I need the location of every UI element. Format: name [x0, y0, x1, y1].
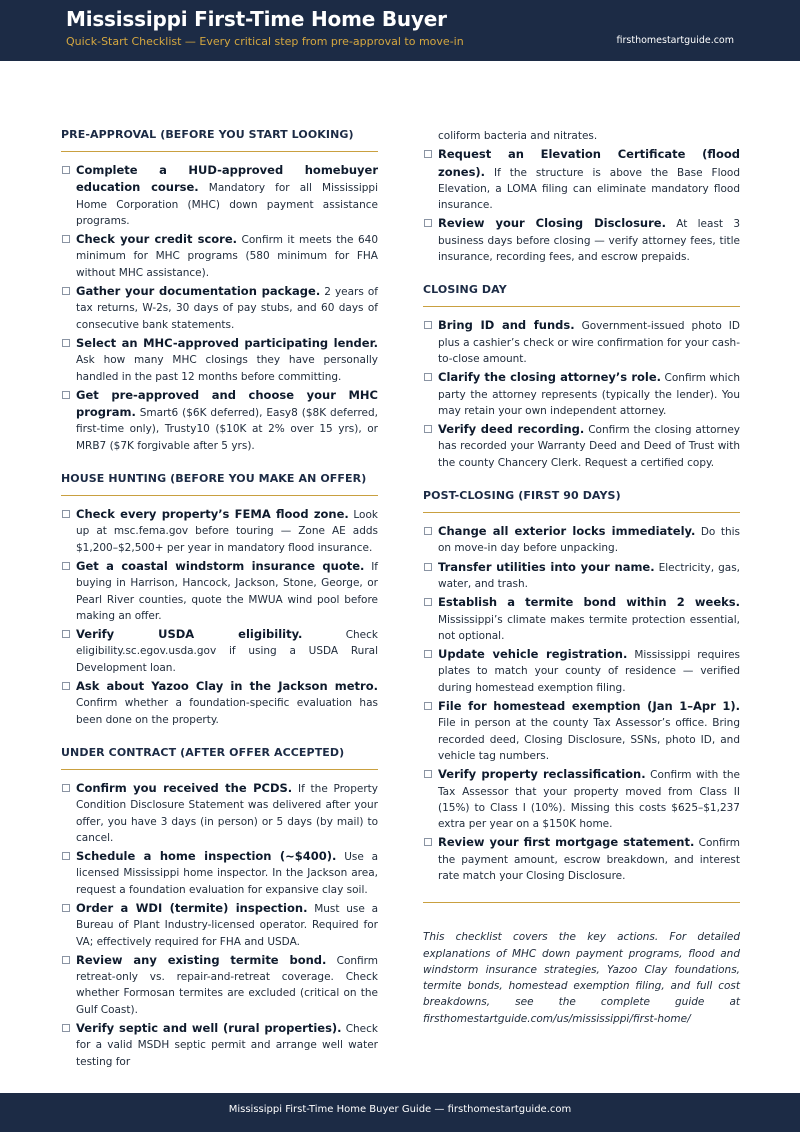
checkbox[interactable] [62, 287, 70, 295]
checklist-item [61, 626, 378, 676]
checkbox[interactable] [62, 1024, 70, 1032]
item-body: 2 years of tax returns, W-2s, 30 days of pay stubs, and 60 days of consecutive bank statements. [76, 286, 378, 331]
item-lead: Complete a HUD-approved homebuyer education course. [76, 163, 378, 195]
checklist-item [423, 698, 740, 764]
item-body: If the Property Condition Disclosure Statement was delivered after your offer, you have 3 days (in person) or 5 days (by mail) to cancel. [76, 782, 378, 844]
item-lead: Review your Closing Disclosure. [438, 216, 666, 231]
item-lead: Establish a termite bond within 2 weeks. [438, 595, 740, 610]
divider-rule [423, 902, 740, 903]
item-lead: Transfer utilities into your name. [438, 559, 655, 574]
checklist-item [423, 146, 740, 213]
item-lead: Bring ID and funds. [438, 318, 575, 333]
checklist-section [61, 128, 378, 454]
item-body: Confirm whether a foundation-specific evaluation has been done on the property. [76, 697, 378, 726]
checklist-item [423, 369, 740, 419]
page-subtitle: Quick-Start Checklist — Every critical step from pre-approval to move-in [66, 35, 464, 48]
item-lead: Select an MHC-approved participating lender. [76, 335, 378, 350]
checklist-item [61, 506, 378, 556]
checkbox[interactable] [424, 527, 432, 535]
checklist-item [423, 421, 740, 471]
item-body: At least 3 business days before closing — verify attorney fees, title insurance, recording fees, and escrow prepaids. [438, 218, 741, 264]
checkbox[interactable] [424, 150, 432, 158]
item-body: Ask how many MHC closings they have personally handled in the past 12 months before committing. [76, 354, 378, 383]
item-body: Confirm the payment amount, escrow breakdown, and interest rate match your Closing Disclosure. [438, 837, 740, 882]
checkbox[interactable] [424, 219, 432, 227]
item-lead: Verify septic and well (rural properties). [76, 1021, 342, 1036]
checklist-item [61, 387, 378, 454]
checkbox[interactable] [62, 339, 70, 347]
checklist-item [61, 780, 378, 846]
checklist-item [61, 283, 378, 333]
right-column [423, 128, 740, 1027]
item-body: Use a licensed Mississippi home inspector. In the Jackson area, request a foundation evaluation for expansive clay soil. [76, 851, 379, 896]
page-footer: Mississippi First-Time Home Buyer Guide — firsthomestartguide.com [0, 1093, 800, 1132]
checklist-item [423, 834, 740, 884]
checklist-item [423, 766, 740, 832]
checkbox[interactable] [62, 166, 70, 174]
item-body: Mississippi requires plates to match your county of residence — verified during homestead exemption filing. [438, 649, 741, 694]
item-lead: Order a WDI (termite) inspection. [76, 900, 308, 915]
item-body: Mandatory for all Mississippi Home Corporation (MHC) down payment assistance programs. [76, 182, 378, 227]
item-body: If buying in Harrison, Hancock, Jackson, Stone, George, or Pearl River counties, quote the MWUA wind pool before making an offer. [76, 560, 378, 622]
checklist-item [423, 646, 740, 696]
checklist-item [423, 559, 740, 593]
item-lead: Check every property’s FEMA flood zone. [76, 507, 349, 522]
checklist-section [423, 283, 740, 471]
checklist-section [61, 472, 378, 728]
checkbox[interactable] [424, 650, 432, 658]
item-lead: Get pre-approved and choose your MHC program. [76, 387, 378, 420]
item-lead: Check your credit score. [76, 232, 238, 247]
item-body: Confirm retreat-only vs. repair-and-retreat coverage. Check whether Formosan termites are excluded (critical on the Gulf Coast). [76, 954, 378, 1016]
item-lead: Change all exterior locks immediately. [438, 524, 696, 539]
section-heading: PRE-APPROVAL (BEFORE YOU START LOOKING) [61, 128, 378, 152]
item-body: Must use a Bureau of Plant Industry-licensed operator. Required for VA; effectively required for FHA and USDA. [76, 902, 378, 948]
item-body: Mississippi’s climate makes termite protection essential, not optional. [438, 613, 740, 642]
item-body: Smart6 ($6K deferred), Easy8 ($8K deferred, first-time only), Trusty10 ($10K at 2% over 15 yrs), or MRB7 ($7K forgivable after 5 yrs). [76, 407, 378, 452]
checkbox[interactable] [62, 630, 70, 638]
checklist-item [61, 952, 378, 1018]
item-body: Do this on move-in day before unpacking. [438, 526, 740, 555]
checklist-item [61, 335, 378, 385]
checklist-item [423, 523, 740, 557]
item-body: Confirm the closing attorney has recorded your Warranty Deed and Deed of Trust with the county Chancery Clerk. Request a certified copy. [438, 424, 740, 469]
item-lead: Verify USDA eligibility. [76, 627, 303, 642]
item-body: Confirm with the Tax Assessor that your property moved from Class II (15%) to Class I (10%). Missing this costs $625–$1,237 extra per year on a $150K home. [438, 769, 740, 831]
checkbox[interactable] [62, 682, 70, 690]
checkbox[interactable] [62, 784, 70, 792]
page-header [0, 0, 800, 61]
checkbox[interactable] [424, 425, 432, 433]
section-heading: POST-CLOSING (FIRST 90 DAYS) [423, 489, 740, 513]
item-body: Look up at msc.fema.gov before touring — Zone AE adds $1,200–$2,500+ per year in mandatory flood insurance. [76, 509, 378, 554]
section-heading: HOUSE HUNTING (BEFORE YOU MAKE AN OFFER) [61, 472, 378, 496]
checkbox[interactable] [62, 235, 70, 243]
checklist-item [61, 231, 378, 281]
checkbox[interactable] [62, 391, 70, 399]
item-body: Check eligibility.sc.egov.usda.gov if using a USDA Rural Development loan. [76, 629, 378, 674]
checklist-item [61, 900, 378, 950]
checkbox[interactable] [424, 598, 432, 606]
item-body: Confirm it meets the 640 minimum for MHC programs (580 minimum for FHA without MHC assistance). [76, 234, 378, 279]
checkbox[interactable] [424, 373, 432, 381]
item-body: Check for a valid MSDH septic permit and arrange well water testing for [76, 1023, 378, 1068]
checklist-item [423, 317, 740, 367]
item-body: File in person at the county Tax Assessor’s office. Bring recorded deed, Closing Disclosure, SSNs, photo ID, and vehicle tag numbers. [438, 717, 740, 762]
item-lead: Request an Elevation Certificate (flood zones). [438, 147, 740, 179]
checklist-item [423, 594, 740, 644]
checklist-item [61, 162, 378, 229]
item-body: Electricity, gas, water, and trash. [438, 561, 740, 590]
checkbox[interactable] [424, 770, 432, 778]
item-lead: Schedule a home inspection (~$400). [76, 849, 337, 864]
item-lead: Clarify the closing attorney’s role. [438, 370, 662, 385]
section-heading: CLOSING DAY [423, 283, 740, 307]
item-lead: Verify property reclassification. [438, 767, 646, 782]
item-lead: Confirm you received the PCDS. [76, 780, 293, 795]
item-lead: Update vehicle registration. [438, 647, 628, 662]
checklist-item [61, 848, 378, 898]
continued-text: coliform bacteria and nitrates. [438, 130, 598, 142]
checklist-item [61, 678, 378, 728]
checklist-section [61, 746, 378, 1070]
item-lead: Get a coastal windstorm insurance quote. [76, 558, 365, 573]
item-lead: Verify deed recording. [438, 422, 585, 437]
item-lead: Gather your documentation package. [76, 284, 321, 299]
checkbox[interactable] [424, 321, 432, 329]
section-heading: UNDER CONTRACT (AFTER OFFER ACCEPTED) [61, 746, 378, 770]
page-title: Mississippi First-Time Home Buyer [66, 7, 447, 31]
checkbox[interactable] [424, 702, 432, 710]
item-body: Government-issued photo ID plus a cashier’s check or wire confirmation for your cash-to-close amount. [438, 320, 740, 365]
header-site-link[interactable]: firsthomestartguide.com [616, 35, 734, 46]
checkbox[interactable] [62, 852, 70, 860]
checkbox[interactable] [62, 904, 70, 912]
item-lead: Review any existing termite bond. [76, 952, 327, 967]
checkbox[interactable] [62, 562, 70, 570]
item-body: Confirm which party the attorney represents (typically the lender). You may retain your own independent attorney. [438, 372, 741, 417]
checkbox[interactable] [62, 956, 70, 964]
checklist-item [423, 215, 740, 265]
checkbox[interactable] [424, 563, 432, 571]
item-lead: Review your first mortgage statement. [438, 835, 695, 850]
checkbox[interactable] [62, 510, 70, 518]
checklist-item [61, 1020, 378, 1070]
item-lead: Ask about Yazoo Clay in the Jackson metro. [76, 679, 378, 694]
closing-note: This checklist covers the key actions. For detailed explanations of MHC down payment programs, flood and windstorm insurance strategies, Yazoo Clay foundations, termite bonds, homestead exemption filing, and full cost breakdowns, see the complete guide at firsthomestartguide.com/us/mississippi/first-home/ [423, 931, 740, 1025]
checkbox[interactable] [424, 838, 432, 846]
item-lead: File for homestead exemption (Jan 1–Apr 1). [438, 699, 740, 714]
checklist-item [61, 558, 378, 624]
checklist-section [423, 489, 740, 884]
item-body: If the structure is above the Base Flood Elevation, a LOMA filing can eliminate mandatory flood insurance. [438, 166, 740, 212]
left-column [61, 128, 378, 1088]
